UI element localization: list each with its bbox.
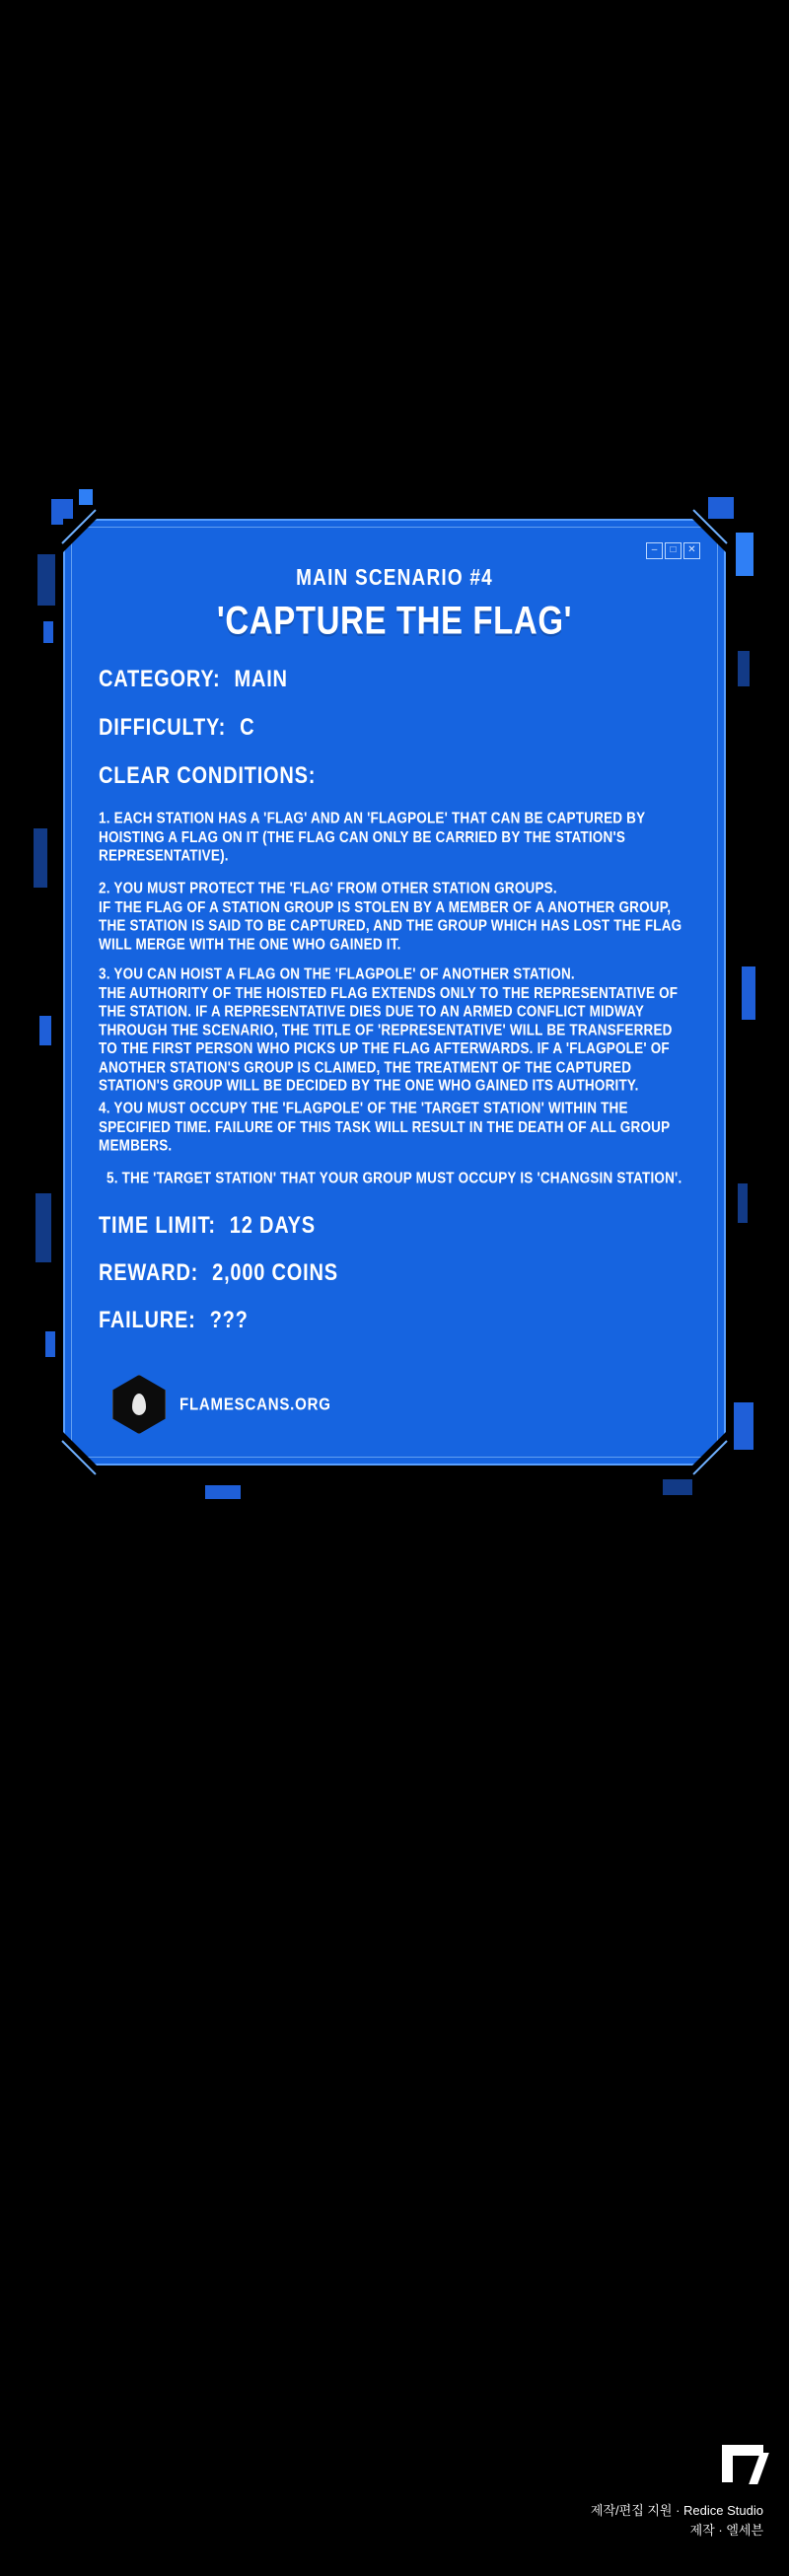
credits-block bbox=[591, 2445, 763, 2540]
credit-line-2: 제작 · 엘세븐 bbox=[689, 2523, 763, 2538]
category-value: MAIN bbox=[234, 666, 288, 693]
glitch-deco-11 bbox=[738, 651, 750, 686]
clear-conditions-label: CLEAR CONDITIONS: bbox=[99, 762, 317, 790]
maximize-button[interactable]: □ bbox=[665, 542, 681, 559]
difficulty-label: DIFFICULTY: bbox=[99, 714, 227, 742]
flame-glyph bbox=[132, 1394, 146, 1415]
close-button[interactable]: ✕ bbox=[683, 542, 700, 559]
logo-slash bbox=[749, 2453, 769, 2484]
watermark bbox=[112, 1375, 331, 1434]
glitch-deco-14 bbox=[734, 1402, 753, 1450]
scenario-title: 'CAPTURE THE FLAG' bbox=[216, 597, 573, 642]
redice-logo-icon bbox=[720, 2445, 763, 2482]
glitch-deco-12 bbox=[742, 966, 755, 1020]
logo-bar-horizontal bbox=[722, 2445, 763, 2456]
scenario-content bbox=[99, 666, 698, 1357]
time-limit-value: 12 DAYS bbox=[229, 1212, 316, 1240]
difficulty-value: C bbox=[240, 714, 255, 742]
flame-icon bbox=[112, 1375, 166, 1434]
time-limit-row bbox=[99, 1213, 698, 1241]
glitch-deco-3 bbox=[37, 554, 55, 606]
scenario-label: MAIN SCENARIO #4 bbox=[296, 565, 493, 591]
condition-5: 5. THE 'TARGET STATION' THAT YOUR GROUP MUST OCCUPY IS 'CHANGSIN STATION'. bbox=[107, 1169, 682, 1186]
glitch-deco-6 bbox=[39, 1016, 51, 1045]
glitch-deco-2 bbox=[79, 489, 93, 505]
scenario-window bbox=[37, 503, 752, 1489]
glitch-deco-10 bbox=[736, 533, 753, 576]
watermark-text: FLAMESCANS.ORG bbox=[179, 1395, 331, 1414]
glitch-deco-15 bbox=[663, 1479, 692, 1495]
reward-value: 2,000 COINS bbox=[212, 1259, 338, 1287]
difficulty-row bbox=[99, 715, 698, 743]
failure-label: FAILURE: bbox=[99, 1307, 196, 1334]
minimize-button[interactable]: – bbox=[646, 542, 663, 559]
failure-row bbox=[99, 1308, 698, 1335]
glitch-deco-13 bbox=[738, 1183, 748, 1223]
reward-label: REWARD: bbox=[99, 1259, 199, 1287]
glitch-deco-5 bbox=[34, 828, 47, 888]
summary-fields bbox=[99, 1212, 698, 1334]
category-row bbox=[99, 667, 698, 694]
condition-3: 3. YOU CAN HOIST A FLAG ON THE 'FLAGPOLE' OF ANOTHER STATION. THE AUTHORITY OF THE HOISTED FLAG EXTENDS ONLY TO THE REPRESENTATIVE OF THE STATION. IF A REPRESENTATIVE DIES DUE TO AN ARMED CONFLICT MIDWAY THROUGH THE SCENARIO, THE TITLE OF 'REPRESENTATIVE' WILL BE TRANSFERRED TO THE FIRST PERSON WHO PICKS UP THE FLAG AFTERWARDS. IF A 'FLAGPOLE' OF ANOTHER STATION'S GROUP IS CLAIMED, THE TREATMENT OF THE CAPTURED STATION'S GROUP WILL BE DECIDED BY THE ONE WHO GAINED ITS AUTHORITY. bbox=[99, 965, 679, 1094]
glitch-deco-16 bbox=[205, 1485, 241, 1499]
glitch-deco-8 bbox=[45, 1331, 55, 1357]
glitch-deco-4 bbox=[43, 621, 53, 643]
condition-1: 1. EACH STATION HAS A 'FLAG' AND AN 'FLAGPOLE' THAT CAN BE CAPTURED BY HOISTING A FLAG ON IT (THE FLAG CAN ONLY BE CARRIED BY THE STATION'S REPRESENTATIVE). bbox=[99, 810, 646, 864]
glitch-deco-9 bbox=[708, 497, 734, 519]
category-label: CATEGORY: bbox=[99, 666, 221, 693]
credit-line-1: 제작/편집 지원 · Redice Studio bbox=[590, 2503, 763, 2518]
condition-4: 4. YOU MUST OCCUPY THE 'FLAGPOLE' OF THE 'TARGET STATION' WITHIN THE SPECIFIED TIME. FAILURE OF THIS TASK WILL RESULT IN THE DEATH OF ALL GROUP MEMBERS. bbox=[99, 1100, 671, 1154]
reward-row bbox=[99, 1260, 698, 1288]
scenario-panel bbox=[63, 519, 726, 1466]
condition-2: 2. YOU MUST PROTECT THE 'FLAG' FROM OTHER STATION GROUPS. IF THE FLAG OF A STATION GROUP IS STOLEN BY A MEMBER OF A ANOTHER GROUP, THE STATION IS SAID TO BE CAPTURED, AND THE GROUP WHICH HAS LOST THE FLAG WILL MERGE WITH THE ONE WHO GAINED IT. bbox=[99, 879, 682, 953]
time-limit-label: TIME LIMIT: bbox=[99, 1212, 216, 1240]
corner-cut-bottom-right bbox=[692, 1432, 726, 1466]
window-controls bbox=[646, 542, 700, 559]
failure-value: ??? bbox=[209, 1307, 249, 1334]
title-block bbox=[65, 565, 724, 642]
glitch-deco-7 bbox=[36, 1193, 51, 1262]
